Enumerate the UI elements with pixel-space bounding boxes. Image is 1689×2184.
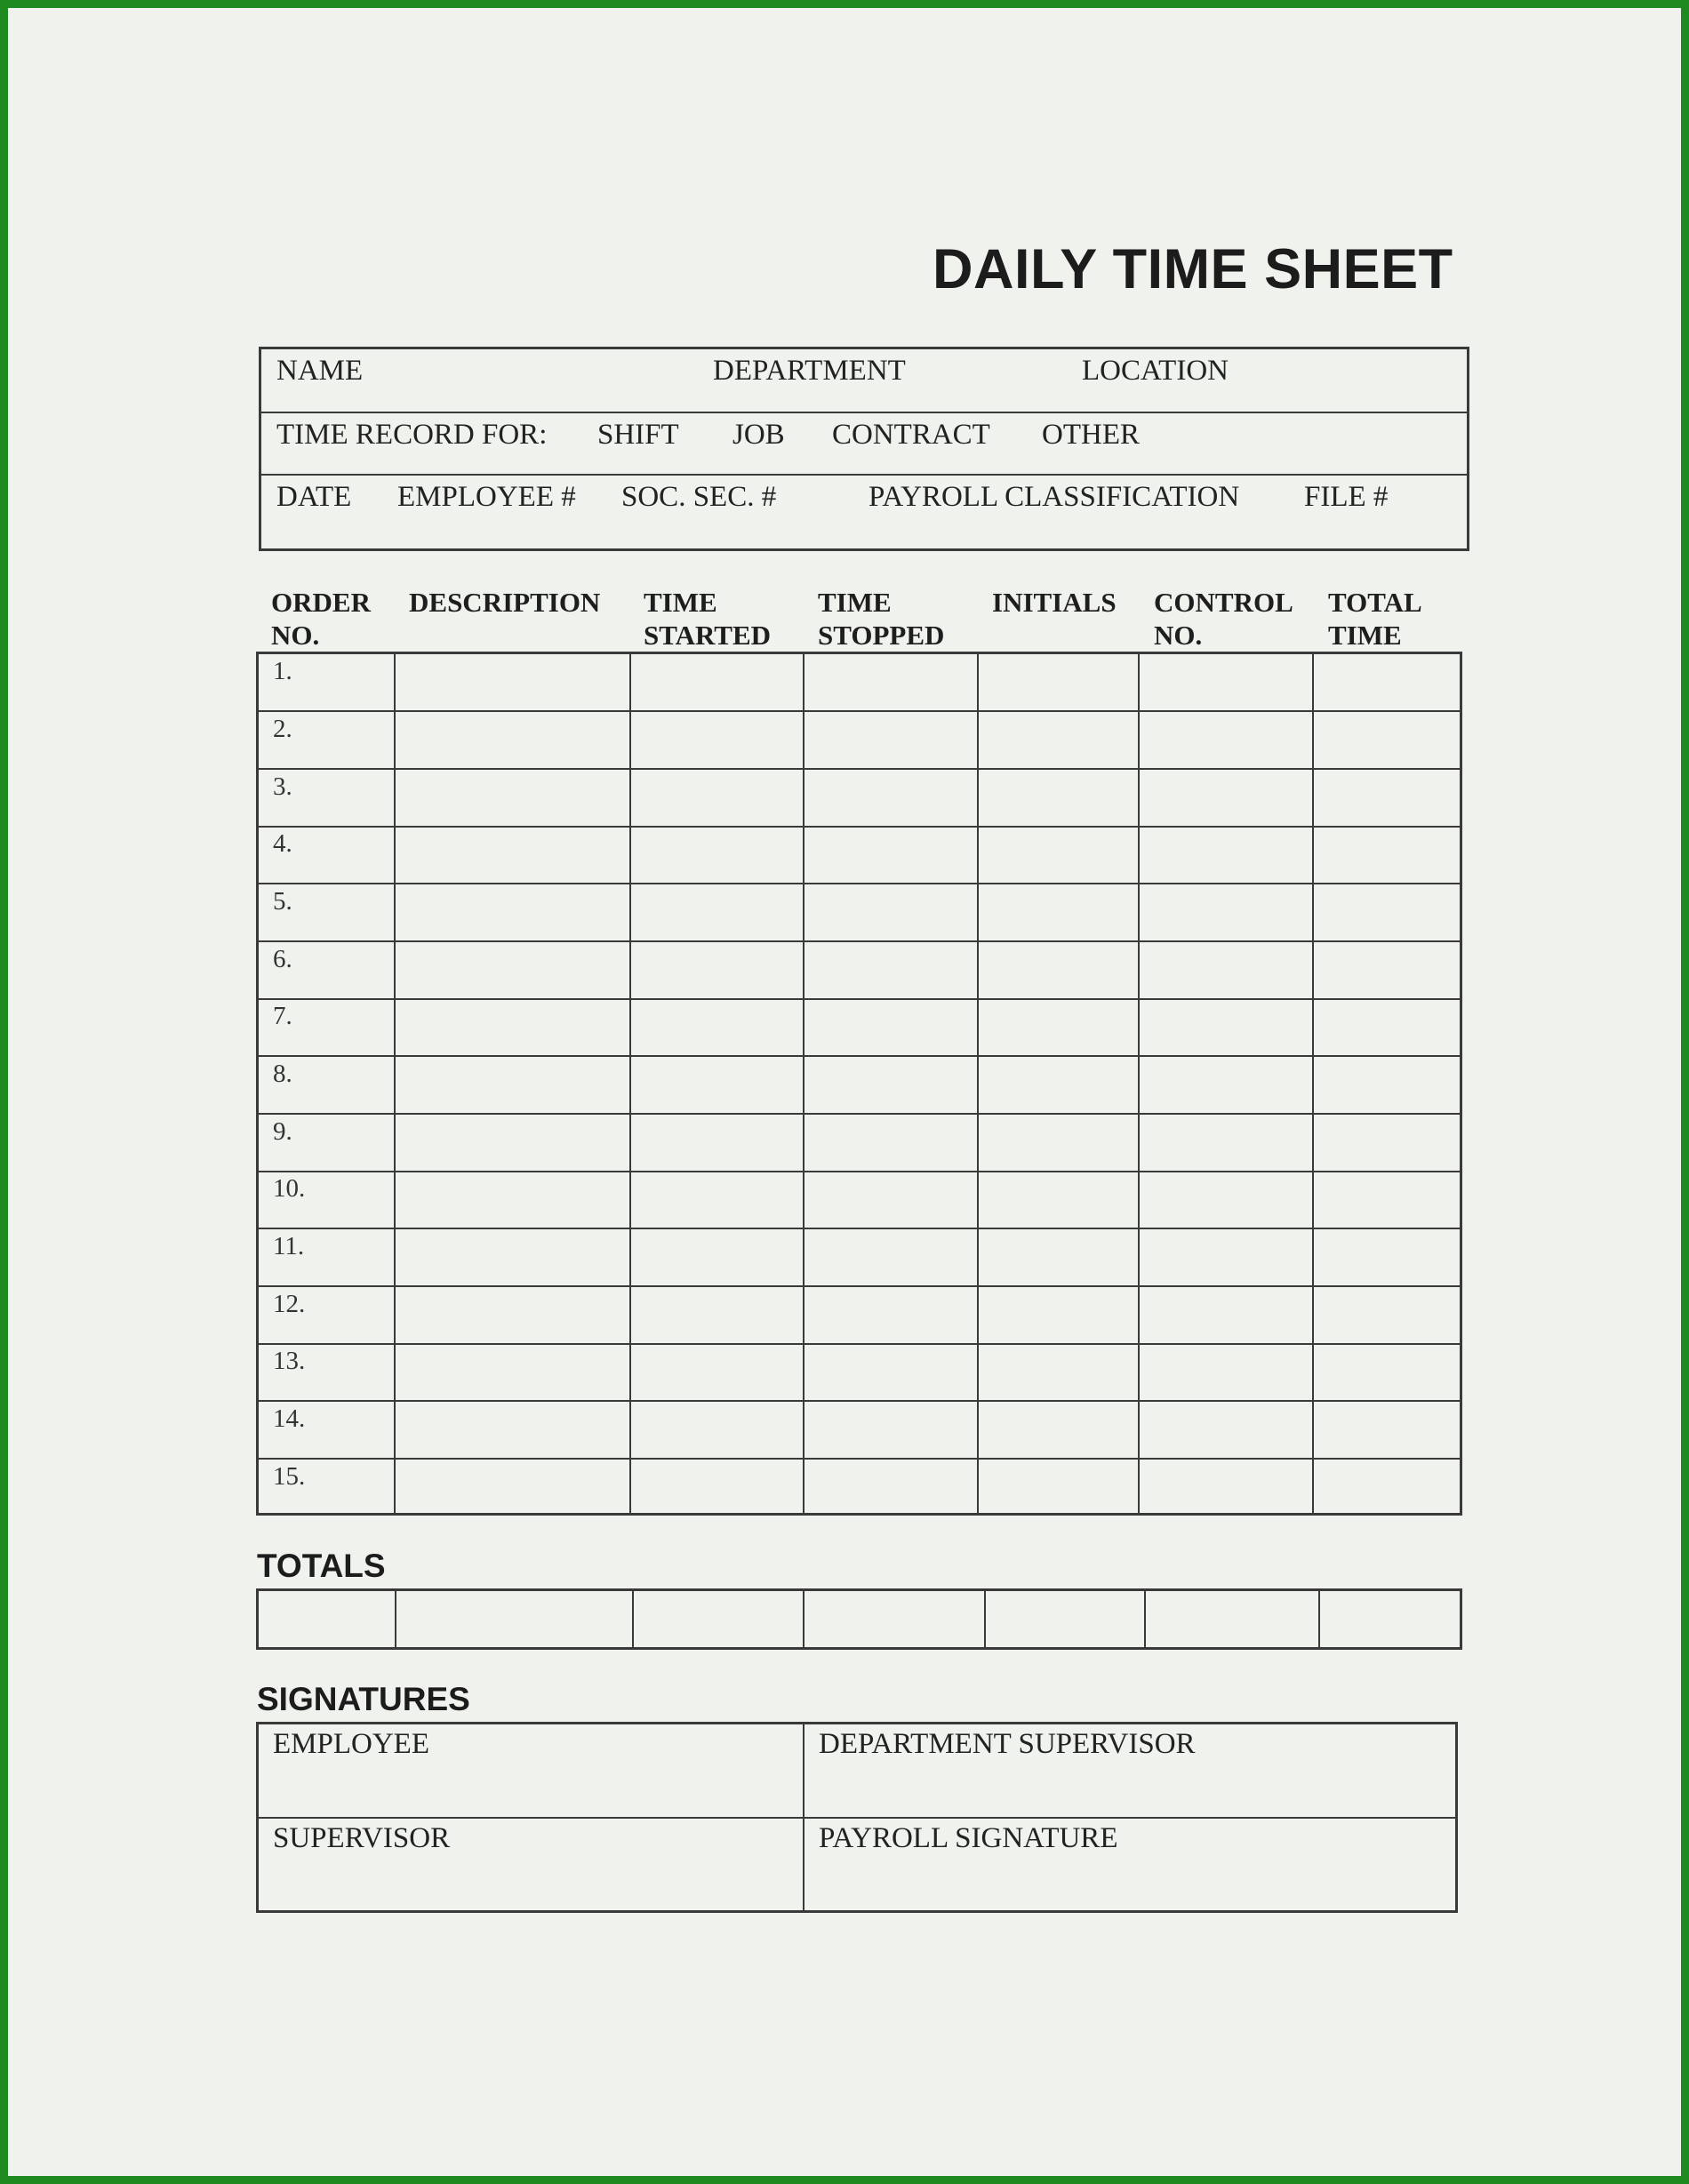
signatures-box (256, 1722, 1458, 1913)
row-number: 3. (273, 772, 292, 801)
time-entry-grid[interactable] (256, 652, 1462, 1516)
shift-option[interactable]: SHIFT (597, 419, 679, 451)
grid-divider (1318, 1591, 1320, 1647)
file-number-field[interactable]: FILE # (1304, 481, 1389, 513)
grid-divider (632, 1591, 634, 1647)
grid-row-line (259, 1055, 1460, 1057)
grid-row-line (259, 1400, 1460, 1402)
grid-row-line (259, 998, 1460, 1000)
signatures-heading: SIGNATURES (257, 1681, 470, 1717)
grid-divider (803, 1591, 804, 1647)
employee-signature-field[interactable]: EMPLOYEE (273, 1728, 429, 1760)
row-number: 2. (273, 715, 292, 743)
grid-divider (395, 1591, 396, 1647)
payroll-classification-field[interactable]: PAYROLL CLASSIFICATION (869, 481, 1240, 513)
grid-divider (1312, 654, 1314, 1513)
col-header-time-started: TIME STARTED (644, 587, 772, 651)
row-number: 4. (273, 829, 292, 858)
grid-divider (984, 1591, 986, 1647)
other-option[interactable]: OTHER (1042, 419, 1140, 451)
grid-row-line (259, 1343, 1460, 1345)
info-row-name (261, 349, 1467, 413)
name-field[interactable]: NAME (276, 355, 364, 387)
col-header-description: DESCRIPTION (409, 587, 601, 618)
col-header-control-no: CONTROL NO. (1154, 587, 1293, 651)
soc-sec-field[interactable]: SOC. SEC. # (621, 481, 777, 513)
grid-divider (1138, 654, 1140, 1513)
col-header-total-time: TOTAL TIME (1328, 587, 1422, 651)
grid-row-line (259, 1458, 1460, 1460)
totals-heading: TOTALS (257, 1548, 386, 1584)
row-number: 10. (273, 1174, 306, 1203)
job-option[interactable]: JOB (732, 419, 785, 451)
payroll-signature-field[interactable]: PAYROLL SIGNATURE (819, 1822, 1118, 1854)
grid-row-line (259, 1817, 1455, 1819)
info-row-time-record (261, 413, 1467, 476)
row-number: 14. (273, 1404, 306, 1433)
row-number: 8. (273, 1060, 292, 1088)
col-header-time-stopped: TIME STOPPED (818, 587, 945, 651)
grid-row-line (259, 940, 1460, 942)
row-number: 6. (273, 945, 292, 973)
date-field[interactable]: DATE (276, 481, 352, 513)
grid-row-line (259, 1285, 1460, 1287)
employee-info-box (259, 347, 1469, 551)
contract-option[interactable]: CONTRACT (832, 419, 990, 451)
row-number: 11. (273, 1232, 305, 1260)
grid-divider (394, 654, 396, 1513)
time-record-label: TIME RECORD FOR: (276, 419, 548, 451)
row-number: 9. (273, 1117, 292, 1146)
grid-row-line (259, 1171, 1460, 1172)
row-number: 13. (273, 1347, 306, 1375)
grid-divider (629, 654, 631, 1513)
row-number: 12. (273, 1290, 306, 1318)
grid-row-line (259, 883, 1460, 884)
location-field[interactable]: LOCATION (1082, 355, 1229, 387)
page-title: DAILY TIME SHEET (933, 238, 1453, 300)
row-number: 15. (273, 1462, 306, 1491)
grid-row-line (259, 710, 1460, 712)
row-number: 7. (273, 1002, 292, 1030)
col-header-initials: INITIALS (992, 587, 1117, 618)
grid-row-line (259, 768, 1460, 770)
grid-divider (803, 654, 804, 1513)
col-header-order-no: ORDER NO. (271, 587, 371, 651)
grid-divider (977, 654, 979, 1513)
employee-number-field[interactable]: EMPLOYEE # (397, 481, 576, 513)
department-supervisor-signature-field[interactable]: DEPARTMENT SUPERVISOR (819, 1728, 1196, 1760)
row-number: 5. (273, 887, 292, 916)
supervisor-signature-field[interactable]: SUPERVISOR (273, 1822, 451, 1854)
grid-row-line (259, 826, 1460, 828)
grid-divider (1144, 1591, 1146, 1647)
totals-row[interactable] (256, 1588, 1462, 1650)
row-number: 1. (273, 657, 292, 685)
grid-row-line (259, 1228, 1460, 1229)
grid-row-line (259, 1113, 1460, 1115)
department-field[interactable]: DEPARTMENT (713, 355, 906, 387)
info-row-ids (261, 476, 1467, 551)
